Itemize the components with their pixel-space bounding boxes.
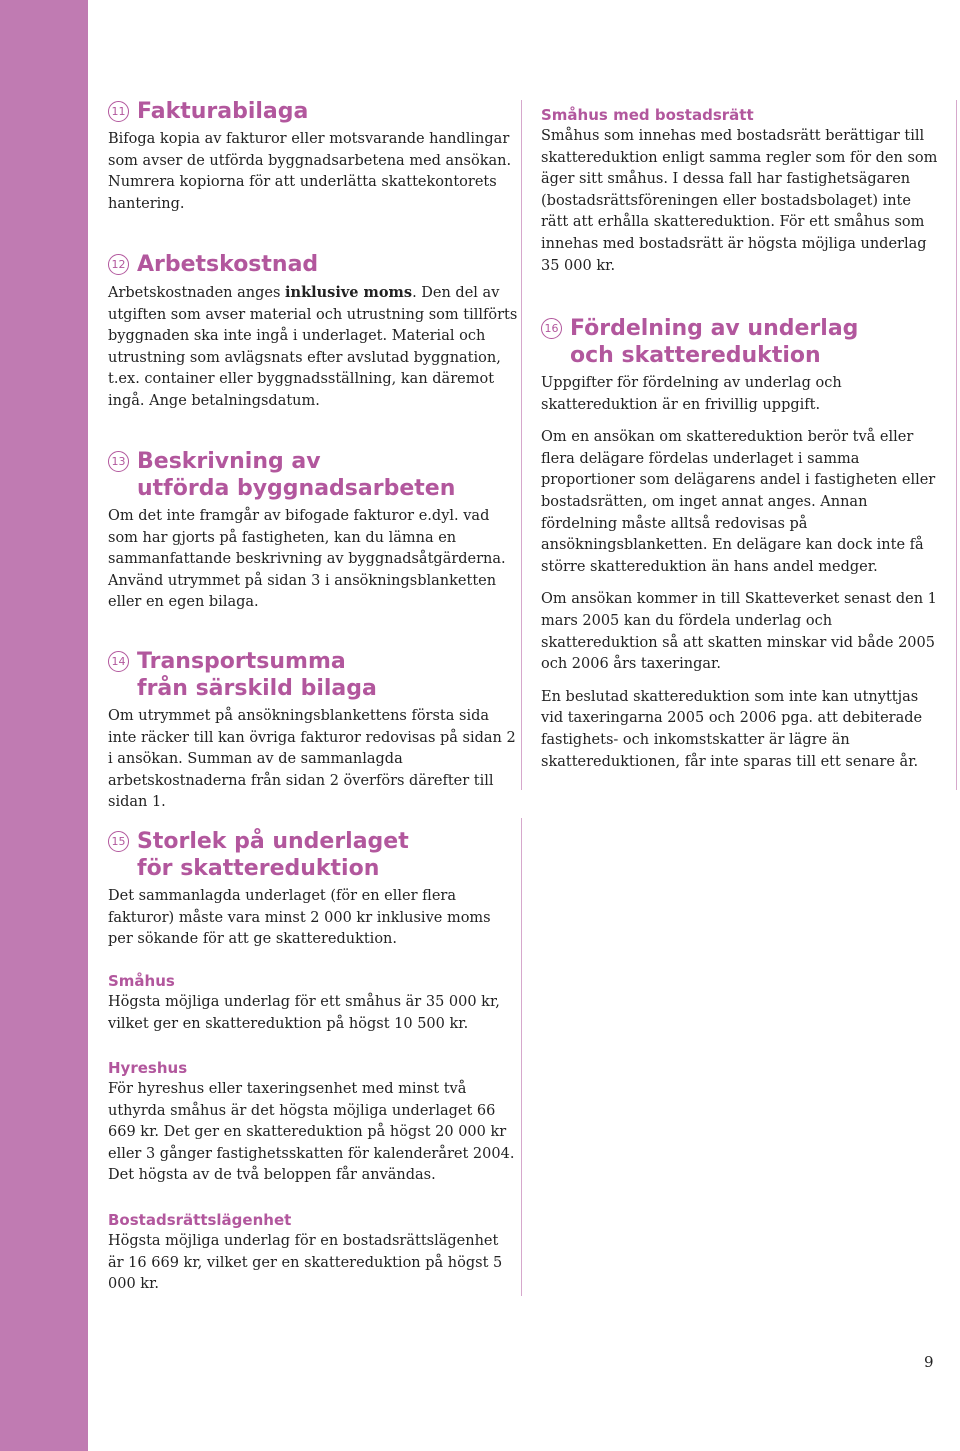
section-title-line2: för skattereduktion [137,856,380,881]
section-title-line1: Transportsumma [137,649,346,674]
decorative-sidebar [0,0,88,1451]
section-heading [108,448,518,502]
section-title: Fakturabilaga [137,99,309,124]
section-title-line2: och skattereduktion [570,343,821,368]
section-body: Det sammanlagda underlaget (för en eller flera fakturor) måste vara minst 2 000 kr inklusive moms per sökande för att ge skattereduktion. [108,888,491,948]
section-storlek-underlag [108,828,518,951]
subsection-hyreshus [108,1058,518,1187]
subsection-smahus [108,971,518,1035]
column-divider-lower [521,818,522,1296]
section-beskrivning [108,448,518,614]
column-divider-center [521,100,522,790]
subsection-heading: Småhus [108,972,175,990]
section-body: Om det inte framgår av bifogade fakturor e.dyl. vad som har gjorts på fastigheten, kan du lämna en sammanfattande beskrivning av byggnadsåtgärderna. Använd utrymmet på sidan 3 i ansökningsblanketten eller en egen bilaga. [108,508,506,611]
column-divider-top-right [956,100,957,790]
number-circle-icon: 11 [108,101,129,122]
section-fakturabilaga [108,98,518,215]
section-title-line1: Beskrivning av [137,449,321,474]
subsection-heading: Småhus med bostadsrätt [541,106,754,124]
subsection-heading: Bostadsrättslägenhet [108,1211,292,1229]
section-title-line2: från särskild bilaga [137,676,377,701]
section-body: Uppgifter för fördelning av underlag och skattereduktion är en frivillig uppgift. [541,375,842,413]
subsection-body: Småhus som innehas med bostadsrätt berättigar till skattereduktion enligt samma regler som för den som äger sitt småhus. I dessa fall har fastighetsägaren (bostadsrättsföreningen eller bostadsbolaget) inte rätt att erhålla skattereduktion. För ett småhus som innehas med bostadsrätt är högsta möjliga underlag 35 000 kr. [541,128,938,274]
page-number: 9 [924,1353,934,1371]
subsection-body: Högsta möjliga underlag för ett småhus är 35 000 kr, vilket ger en skattereduktion på högst 10 500 kr. [108,994,500,1032]
number-circle-icon: 12 [108,254,129,275]
section-title-line2: utförda byggnadsarbeten [137,476,456,501]
section-body: Om ansökan kommer in till Skatteverket senast den 1 mars 2005 kan du fördela underlag och skattereduktion så att skatten minskar vid både 2005 och 2006 års taxeringar. [541,591,937,673]
subsection-body: Högsta möjliga underlag för en bostadsrättslägenhet är 16 669 kr, vilket ger en skattereduktion på högst 5 000 kr. [108,1233,503,1293]
number-circle-icon: 13 [108,451,129,472]
subsection-bostadsrattslagenhet [108,1210,518,1296]
section-title: Arbetskostnad [137,252,319,277]
number-circle-icon: 16 [541,318,562,339]
section-heading [108,98,518,125]
section-body: Om en ansökan om skattereduktion berör två eller flera delägare fördelas underlaget i samma proportioner som delägarens andel i fastigheten eller bostadsrätten, om inget annat anges. Annan fördelning måste alltså redovisas på ansökningsblanketten. En delägare kan dock inte få större skattereduktion än hans andel medger. [541,429,936,575]
section-heading [108,648,518,702]
section-body: Om utrymmet på ansökningsblankettens första sida inte räcker till kan övriga fakturor redovisas på sidan 2 i ansökan. Summan av de sammanlagda arbetskostnaderna från sidan 2 överförs därefter till sidan 1. [108,708,516,811]
section-body: Bifoga kopia av fakturor eller motsvarande handlingar som avser de utförda byggnadsarbetena med ansökan. Numrera kopiorna för att underlätta skattekontorets hantering. [108,131,512,212]
section-fordelning [541,315,941,773]
section-arbetskostnad [108,251,518,413]
section-body [108,282,518,413]
section-transportsumma [108,648,518,814]
subsection-heading: Hyreshus [108,1059,188,1077]
number-circle-icon: 15 [108,831,129,852]
section-title-line1: Storlek på underlaget [137,829,409,854]
section-heading [108,828,518,882]
body-bold-text: inklusive moms [285,284,413,301]
subsection-body: För hyreshus eller taxeringsenhet med minst två uthyrda småhus är det högsta möjliga underlaget 66 669 kr. Det ger en skattereduktion på högst 20 000 kr eller 3 gånger fastighetsskatten för kalenderåret 2004. Det högsta av de två beloppen får användas. [108,1081,515,1184]
subsection-smahus-bostadsratt [541,105,941,277]
body-text: . Den del av utgiften som avser material och utrustning som tillförts byggnaden ska inte ingå i underlaget. Material och utrustning som avlägsnats efter avslutad byggnation, t.ex. container eller byggnadsställning, kan däremot ingå. Ange betalningsdatum. [108,285,518,409]
section-heading [541,315,941,369]
body-text: Arbetskostnaden anges [108,285,286,301]
number-circle-icon: 14 [108,651,129,672]
section-body: En beslutad skattereduktion som inte kan utnyttjas vid taxeringarna 2005 och 2006 pga. att debiterade fastighets- och inkomstskatter är lägre än skattereduktionen, får inte sparas till ett senare år. [541,688,923,770]
section-heading [108,251,518,278]
section-title-line1: Fördelning av underlag [570,316,859,341]
